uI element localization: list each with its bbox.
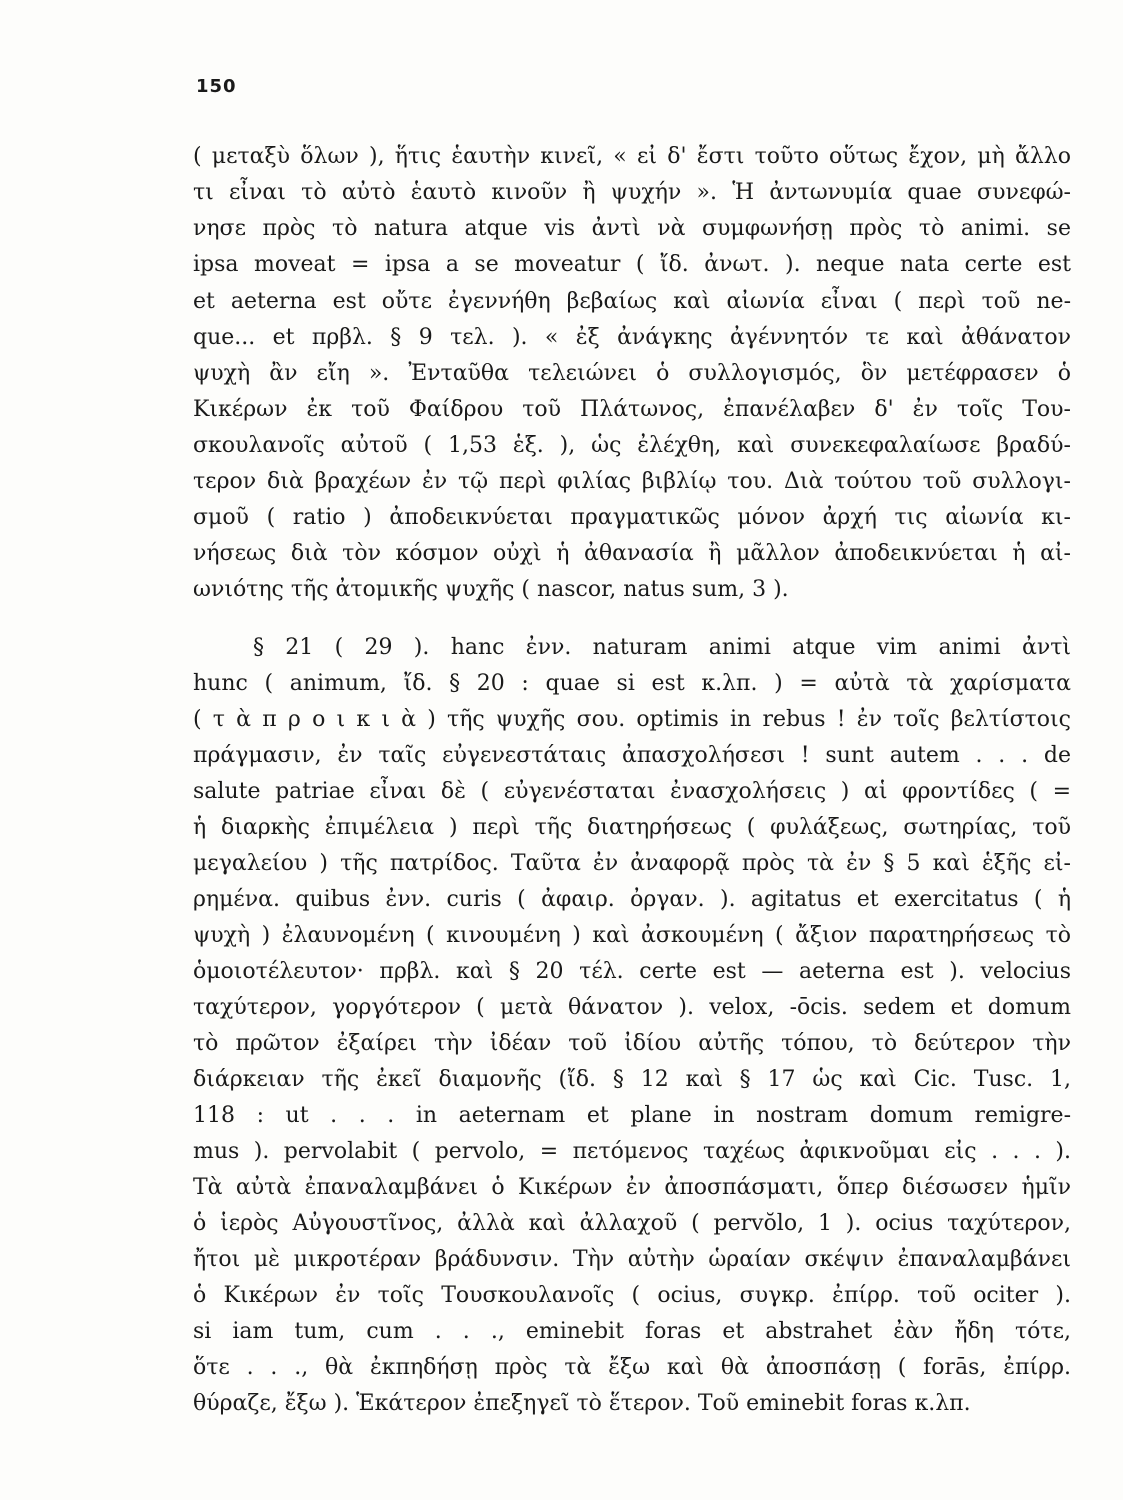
text-line: μεγαλείου ) τῆς πατρίδος. Ταῦτα ἐν ἀναφορᾷ πρὸς τὰ ἐν § 5 καὶ ἑξῆς εἰ-	[193, 851, 1071, 876]
text-line: πράγμασιν, ἐν ταῖς εὐγενεστάταις ἀπασχολήσεσι ! sunt autem . . . de	[193, 743, 1071, 768]
text-line: hunc ( animum, ἴδ. § 20 : quae si est κ.λπ. ) = αὐτὰ τὰ χαρίσματα	[193, 671, 1071, 696]
text-line: 118 : ut . . . in aeternam et plane in nostram domum remigre-	[193, 1103, 1071, 1128]
text-line: ipsa moveat = ipsa a se moveatur ( ἴδ. ἀνωτ. ). neque nata certe est	[193, 252, 1071, 277]
text-line: ρημένα. quibus ἐνν. curis ( ἀφαιρ. ὀργαν. ). agitatus et exercitatus ( ἡ	[193, 887, 1071, 912]
text-line: ψυχὴ ) ἐλαυνομένη ( κινουμένη ) καὶ ἀσκουμένη ( ἄξιον παρατηρήσεως τὸ	[193, 923, 1071, 948]
text-line: et aeterna est οὔτε ἐγεννήθη βεβαίως καὶ αἰωνία εἶναι ( περὶ τοῦ ne-	[193, 289, 1071, 314]
text-line: § 21 ( 29 ). hanc ἐνν. naturam animi atque vim animi ἀντὶ	[253, 635, 1071, 660]
text-line: σκουλανοῖς αὐτοῦ ( 1,53 ἑξ. ), ὡς ἐλέχθη, καὶ συνεκεφαλαίωσε βραδύ-	[193, 433, 1071, 458]
text-line: ὁ ἱερὸς Αὐγουστῖνος, ἀλλὰ καὶ ἀλλαχοῦ ( pervŏlo, 1 ). ocius ταχύτερον,	[193, 1211, 1071, 1236]
text-line: σμοῦ ( ratio ) ἀποδεικνύεται πραγματικῶς μόνον ἀρχή τις αἰωνία κι-	[193, 505, 1071, 530]
text-line: que... et πρβλ. § 9 τελ. ). « ἐξ ἀνάγκης ἀγέννητόν τε καὶ ἀθάνατον	[193, 325, 1071, 350]
text-line: si iam tum, cum . . ., eminebit foras et abstrahet ἐὰν ἤδη τότε,	[193, 1319, 1071, 1344]
text-line: νήσεως διὰ τὸν κόσμον οὐχὶ ἡ ἀθανασία ἢ μᾶλλον ἀποδεικνύεται ἡ αἰ-	[193, 541, 1071, 566]
text-line: ψυχὴ ἂν εἴη ». Ἐνταῦθα τελειώνει ὁ συλλογισμός, ὃν μετέφρασεν ὁ	[193, 361, 1071, 386]
text-line: ( τ ὰ π ρ ο ι κ ι ὰ ) τῆς ψυχῆς σου. optimis in rebus ! ἐν τοῖς βελτίστοις	[193, 707, 1071, 732]
text-line: ωνιότης τῆς ἀτομικῆς ψυχῆς ( nascor, natus sum, 3 ).	[193, 577, 789, 602]
text-line: ( μεταξὺ ὅλων ), ἥτις ἑαυτὴν κινεῖ, « εἰ δ' ἔστι τοῦτο οὕτως ἔχον, μὴ ἄλλο	[193, 144, 1071, 169]
text-line: τι εἶναι τὸ αὐτὸ ἑαυτὸ κινοῦν ἢ ψυχήν ». Ἡ ἀντωνυμία quae συνεφώ-	[193, 180, 1071, 205]
text-line: τὸ πρῶτον ἐξαίρει τὴν ἰδέαν τοῦ ἰδίου αὐτῆς τόπου, τὸ δεύτερον τὴν	[193, 1031, 1071, 1056]
text-line: Κικέρων ἐκ τοῦ Φαίδρου τοῦ Πλάτωνος, ἐπανέλαβεν δ' ἐν τοῖς Του-	[193, 397, 1071, 422]
text-line: θύραζε, ἔξω ). Ἑκάτερον ἐπεξηγεῖ τὸ ἕτερον. Τοῦ eminebit foras κ.λπ.	[193, 1391, 971, 1416]
text-line: ἤτοι μὲ μικροτέραν βράδυνσιν. Τὴν αὐτὴν ὡραίαν σκέψιν ἐπαναλαμβάνει	[193, 1247, 1071, 1272]
text-line: ὅτε . . ., θὰ ἐκπηδήσῃ πρὸς τὰ ἔξω καὶ θὰ ἀποσπάσῃ ( forās, ἐπίρρ.	[193, 1355, 1071, 1380]
text-line: ἡ διαρκὴς ἐπιμέλεια ) περὶ τῆς διατηρήσεως ( φυλάξεως, σωτηρίας, τοῦ	[193, 815, 1071, 840]
text-line: νησε πρὸς τὸ natura atque vis ἀντὶ νὰ συμφωνήσῃ πρὸς τὸ animi. se	[193, 216, 1071, 241]
text-line: τερον διὰ βραχέων ἐν τῷ περὶ φιλίας βιβλίῳ του. Διὰ τούτου τοῦ συλλογι-	[193, 469, 1071, 494]
text-line: mus ). pervolabit ( pervolo, = πετόμενος ταχέως ἀφικνοῦμαι εἰς . . . ).	[193, 1139, 1071, 1164]
text-line: ταχύτερον, γοργότερον ( μετὰ θάνατον ). velox, -ōcis. sedem et domum	[193, 995, 1071, 1020]
text-line: ὁ Κικέρων ἐν τοῖς Τουσκουλανοῖς ( ocius, συγκρ. ἐπίρρ. τοῦ ociter ).	[193, 1283, 1071, 1308]
text-line: ὁμοιοτέλευτον· πρβλ. καὶ § 20 τέλ. certe est — aeterna est ). velocius	[193, 959, 1071, 984]
page-number: 150	[196, 76, 237, 97]
text-line: salute patriae εἶναι δὲ ( εὐγενέσταται ἐνασχολήσεις ) αἱ φροντίδες ( =	[193, 779, 1071, 804]
text-line: διάρκειαν τῆς ἐκεῖ διαμονῆς (ἴδ. § 12 καὶ § 17 ὡς καὶ Cic. Tusc. 1,	[193, 1067, 1071, 1092]
text-line: Τὰ αὐτὰ ἐπαναλαμβάνει ὁ Κικέρων ἐν ἀποσπάσματι, ὅπερ διέσωσεν ἡμῖν	[193, 1175, 1071, 1200]
